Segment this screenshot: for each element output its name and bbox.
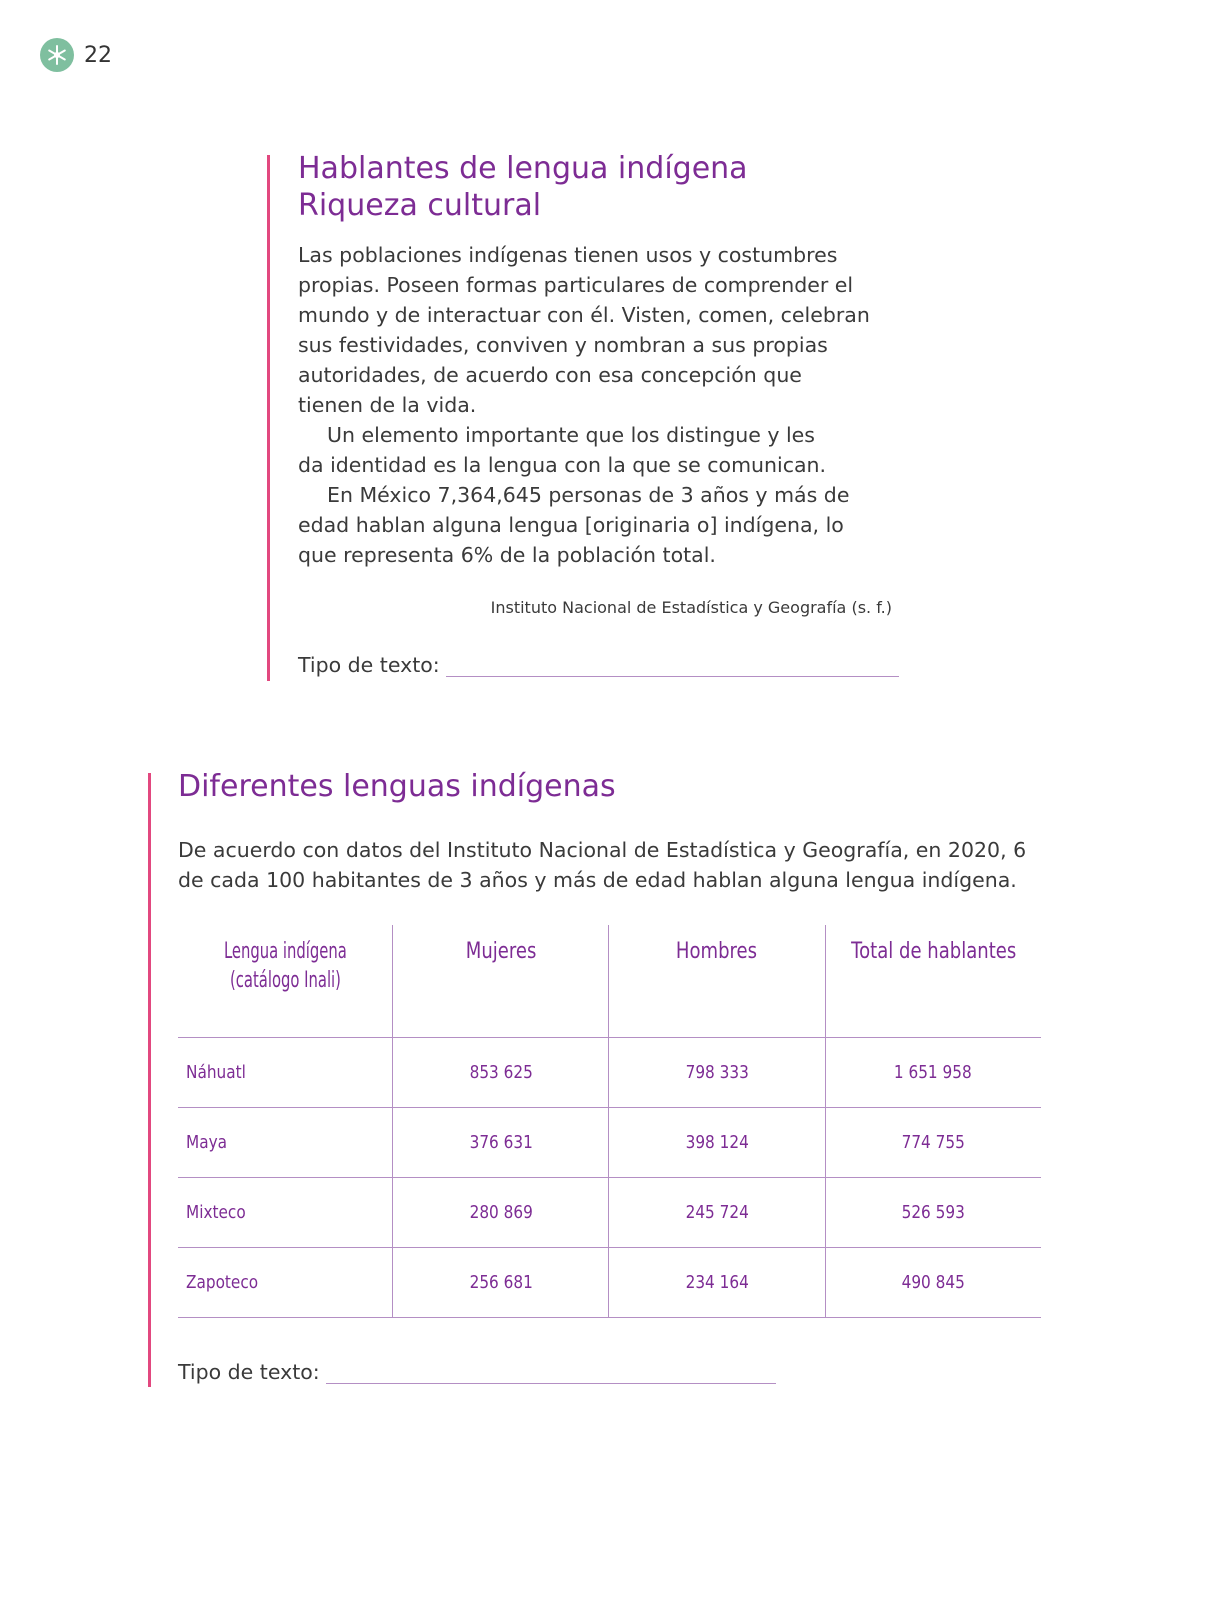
cell-mujeres: 853 625 <box>393 1038 609 1108</box>
cell-total: 774 755 <box>825 1108 1041 1178</box>
section1-title <box>298 150 748 224</box>
accent-bar-section1 <box>267 155 270 681</box>
cell-lengua: Mixteco <box>178 1178 393 1248</box>
cell-lengua: Zapoteco <box>178 1248 393 1318</box>
cell-hombres: 234 164 <box>609 1248 825 1318</box>
answer-line[interactable] <box>326 1383 776 1384</box>
header-total: Total de hablantes <box>825 925 1041 1038</box>
languages-table <box>178 925 1041 1318</box>
answer-line[interactable] <box>446 676 899 677</box>
page-number: 22 <box>84 42 112 68</box>
cell-total: 490 845 <box>825 1248 1041 1318</box>
cell-mujeres: 280 869 <box>393 1178 609 1248</box>
tipo-de-texto-field-2[interactable] <box>178 1360 776 1384</box>
table-row <box>178 1248 1041 1318</box>
cell-hombres: 398 124 <box>609 1108 825 1178</box>
tipo-label: Tipo de texto: <box>298 653 440 677</box>
table-header-row <box>178 925 1041 1038</box>
header-lengua: Lengua indígena (catálogo Inali) <box>178 925 393 1038</box>
cell-lengua: Náhuatl <box>178 1038 393 1108</box>
cell-lengua: Maya <box>178 1108 393 1178</box>
cell-total: 1 651 958 <box>825 1038 1041 1108</box>
header-mujeres: Mujeres <box>393 925 609 1038</box>
cell-hombres: 245 724 <box>609 1178 825 1248</box>
table-row <box>178 1038 1041 1108</box>
section1-title-line1: Hablantes de lengua indígena <box>298 151 748 186</box>
header-hombres: Hombres <box>609 925 825 1038</box>
cell-mujeres: 256 681 <box>393 1248 609 1318</box>
table-row <box>178 1178 1041 1248</box>
cell-mujeres: 376 631 <box>393 1108 609 1178</box>
cell-total: 526 593 <box>825 1178 1041 1248</box>
tipo-de-texto-field-1[interactable] <box>298 653 899 677</box>
section2-title: Diferentes lenguas indígenas <box>178 769 616 804</box>
page-number-area <box>40 38 112 72</box>
section1-paragraph2: Un elemento importante que los distingue y les da identidad es la lengua con la que se comunican. <box>298 423 827 477</box>
section1-paragraph1: Las poblaciones indígenas tienen usos y costumbres propias. Poseen formas particulares de comprender el mundo y de interactuar con él. Visten, comen, celebran sus festividades, conviven y nombran a sus propias autoridades, de acuerdo con esa concepción que tienen de la vida. <box>298 243 870 417</box>
cell-hombres: 798 333 <box>609 1038 825 1108</box>
source-citation: Instituto Nacional de Estadística y Geografía (s. f.) <box>490 598 892 617</box>
snowflake-icon <box>40 38 74 72</box>
section1-paragraph3: En México 7,364,645 personas de 3 años y más de edad hablan alguna lengua [originaria o] indígena, lo que representa 6% de la población total. <box>298 483 850 567</box>
section2-intro: De acuerdo con datos del Instituto Nacional de Estadística y Geografía, en 2020, 6 de cada 100 habitantes de 3 años y más de edad hablan alguna lengua indígena. <box>178 838 1027 892</box>
accent-bar-section2 <box>148 773 151 1387</box>
section1-title-line2: Riqueza cultural <box>298 188 542 223</box>
table-row <box>178 1108 1041 1178</box>
tipo-label: Tipo de texto: <box>178 1360 320 1384</box>
